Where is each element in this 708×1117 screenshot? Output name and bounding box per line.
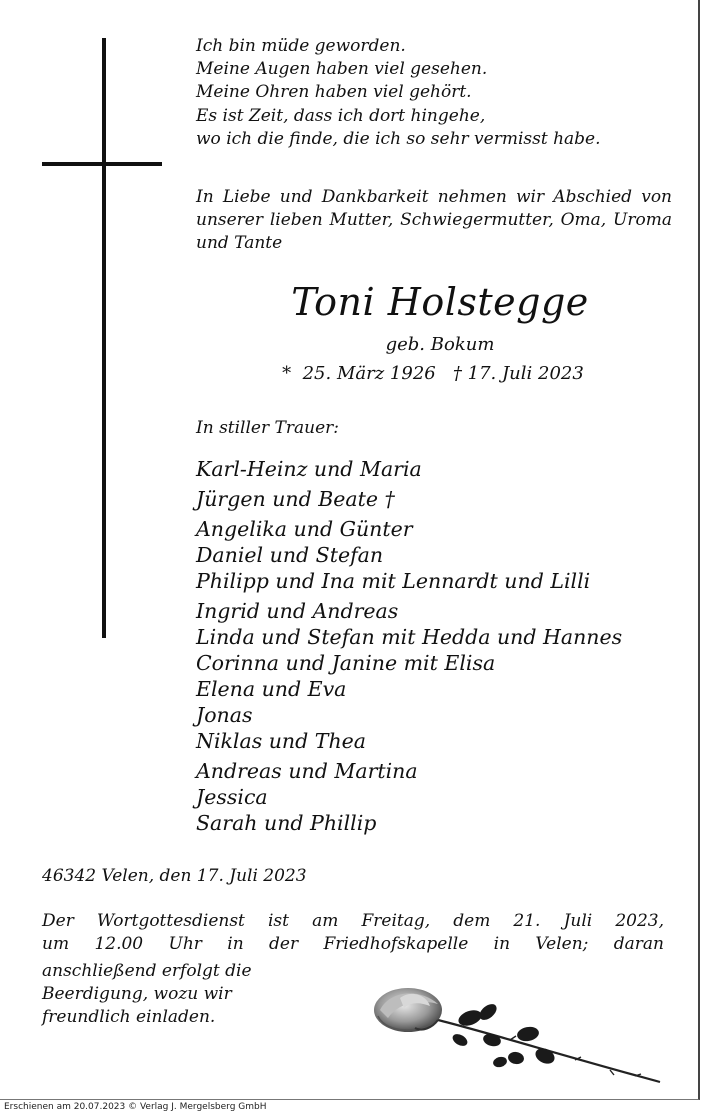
cross-horizontal-bar: [42, 162, 162, 166]
service-info-continued: [42, 960, 252, 1030]
mourner-line: Linda und Stefan mit Hedda und Hannes: [196, 625, 623, 649]
mourner-group: [196, 456, 622, 482]
poem-line: Meine Ohren haben viel gehört.: [196, 82, 472, 103]
service-line: Der Wortgottesdienst ist am Freitag, dem 21. Juli 2023,: [42, 911, 664, 931]
mourning-heading: In stiller Trauer:: [196, 418, 339, 438]
mourner-line: Andreas und Martina: [196, 759, 418, 783]
mourner-line: Corinna und Janine mit Elisa: [196, 651, 496, 675]
footer-credit: Erschienen am 20.07.2023 © Verlag J. Mergelsberg GmbH: [4, 1102, 267, 1112]
mourner-line: Jonas: [196, 703, 253, 727]
mourner-line: Jessica: [196, 785, 268, 809]
poem-line: Ich bin müde geworden.: [196, 36, 406, 56]
service-line: anschließend erfolgt die: [42, 961, 252, 981]
mourner-line: Ingrid und Andreas: [196, 599, 399, 623]
mourner-group: [196, 516, 622, 594]
intro-text: In Liebe und Dankbarkeit nehmen wir Abschied von unserer lieben Mutter, Schwiegermutter, Oma, Uroma und Tante: [196, 187, 672, 254]
mourner-line: Angelika und Günter: [196, 517, 413, 541]
rose-image: [360, 970, 670, 1090]
mourner-line: Philipp und Ina mit Lennardt und Lilli: [196, 569, 591, 593]
mourner-line: Daniel und Stefan: [196, 543, 384, 567]
service-info: [42, 910, 664, 956]
mourner-line: Elena und Eva: [196, 677, 347, 701]
poem: [196, 35, 601, 151]
life-dates: * 25. März 1926 † 17. Juli 2023: [282, 363, 584, 384]
mourner-line: Jürgen und Beate †: [196, 487, 395, 511]
mourner-group: [196, 486, 622, 512]
deceased-name: Toni Holstegge: [291, 280, 589, 324]
place-date: 46342 Velen, den 17. Juli 2023: [42, 866, 307, 886]
service-line: um 12.00 Uhr in der Friedhofskapelle in Velen; daran: [42, 934, 664, 955]
mourner-line: Sarah und Phillip: [196, 811, 377, 835]
poem-line: Es ist Zeit, dass ich dort hingehe,: [196, 105, 486, 126]
mourner-line: Karl-Heinz und Maria: [196, 457, 422, 481]
poem-line: Meine Augen haben viel gesehen.: [196, 59, 488, 80]
poem-line: wo ich die finde, die ich so sehr vermisst habe.: [196, 128, 601, 149]
mourner-list: [196, 456, 622, 840]
mourner-line: Niklas und Thea: [196, 729, 367, 753]
mourner-group: [196, 758, 622, 836]
service-line: freundlich einladen.: [42, 1007, 216, 1028]
service-line: Beerdigung, wozu wir: [42, 984, 232, 1005]
mourner-group: [196, 598, 622, 754]
birth-name: geb. Bokum: [385, 334, 495, 355]
